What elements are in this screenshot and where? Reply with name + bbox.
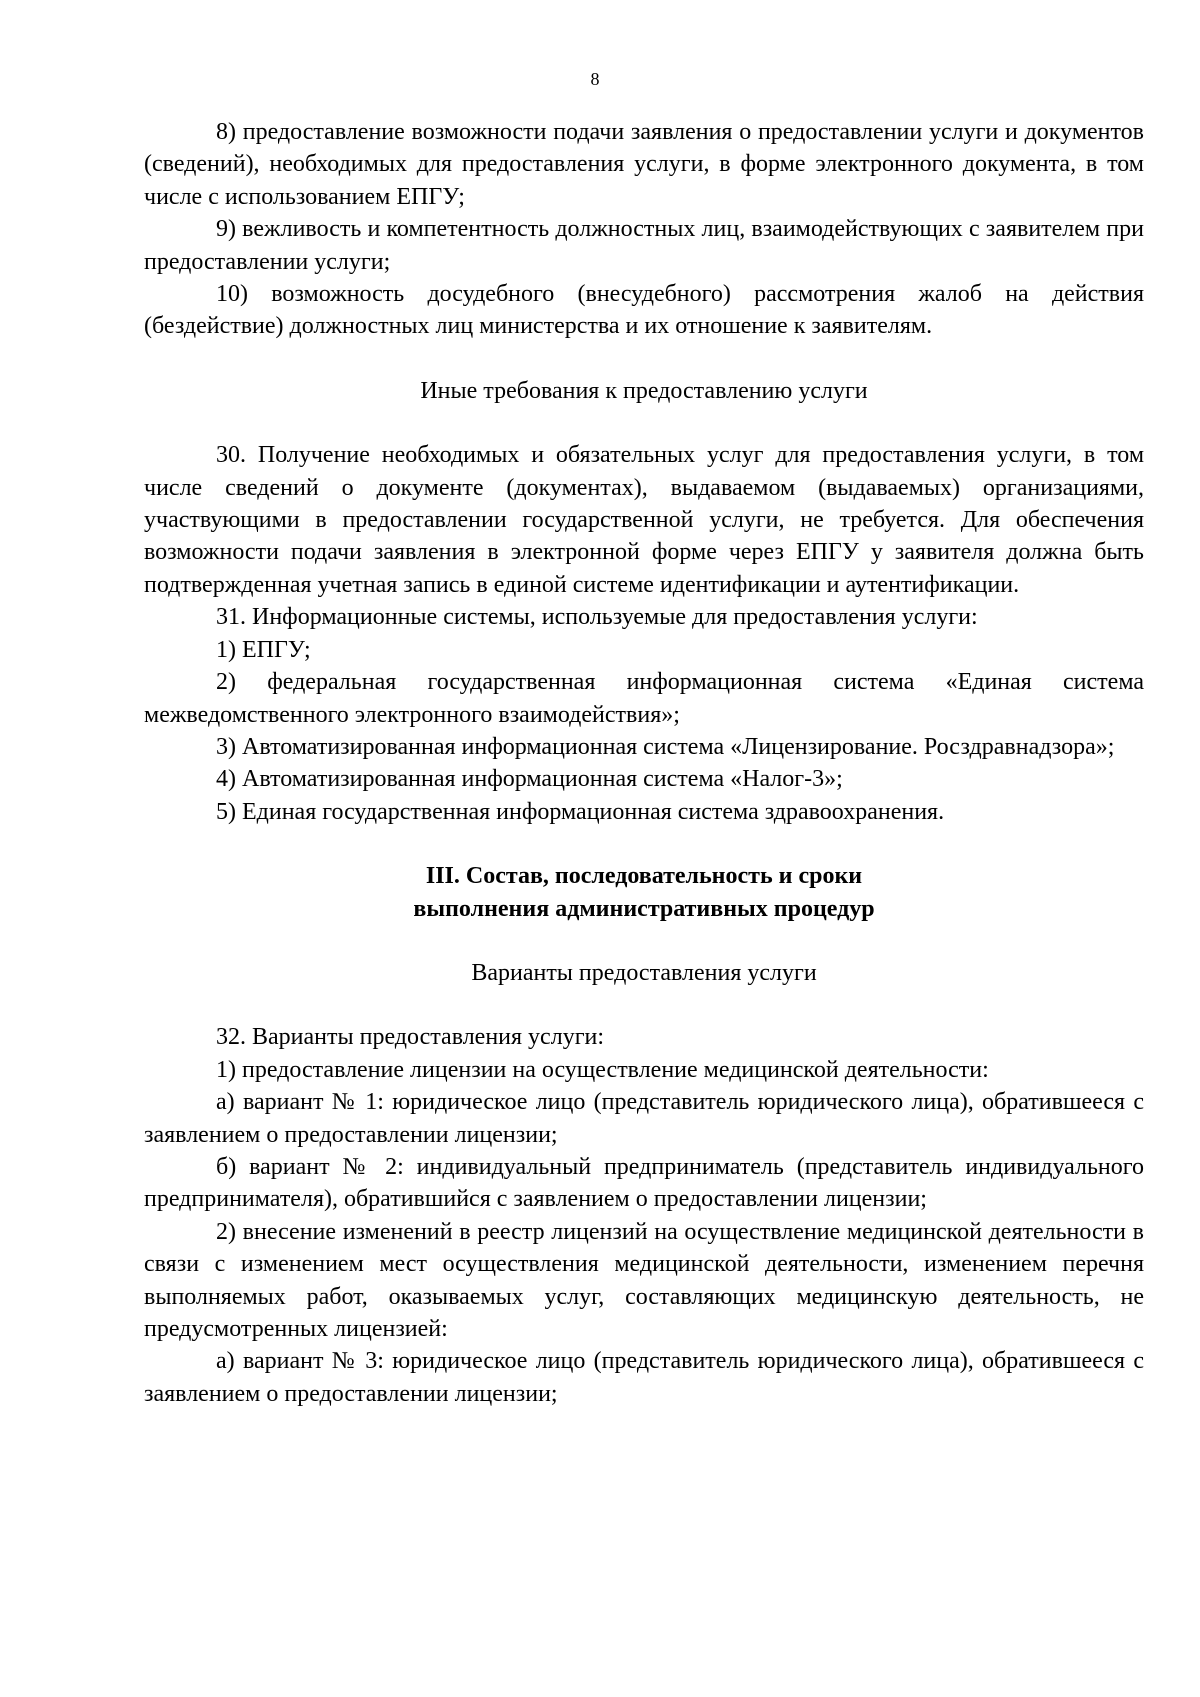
document-body [144,116,1144,1410]
paragraph-31-item-4: 4) Автоматизированная информационная система «Налог-3»; [216,766,843,793]
subheading-other-requirements: Иные требования к предоставлению услуги [420,377,868,404]
subheading-variants: Варианты предоставления услуги [471,959,817,986]
paragraph-30: 30. Получение необходимых и обязательных услуг для предоставления услуги, в том числе сведений о документе (документах), выдаваемом (выдаваемых) организациями, участвующими в предоставлении государственной услуги, не требуется. Для обеспечения возможности подачи заявления в электронной форме через ЕПГУ у заявителя должна быть подтвержденная учетная запись в единой системе идентификации и аутентификации. [144,442,1144,598]
paragraph-item-8: 8) предоставление возможности подачи заявления о предоставлении услуги и документов (сведений), необходимых для предоставления услуги, в форме электронного документа, в том числе с использованием ЕПГУ; [144,119,1144,210]
section-heading-line-1: III. Состав, последовательность и сроки [425,863,863,890]
paragraph-item-10: 10) возможность досудебного (внесудебного) рассмотрения жалоб на действия (бездействие) должностных лиц министерства и их отношение к заявителям. [144,281,1144,340]
paragraph-32: 32. Варианты предоставления услуги: [216,1024,605,1051]
paragraph-32-item-2a: а) вариант № 3: юридическое лицо (представитель юридического лица), обратившееся с заявлением о предоставлении лицензии; [144,1348,1144,1407]
paragraph-32-item-1b: б) вариант № 2: индивидуальный предприниматель (представитель индивидуального предпринимателя), обратившийся с заявлением о предоставлении лицензии; [144,1153,1144,1213]
paragraph-31-item-3: 3) Автоматизированная информационная система «Лицензирование. Росздравнадзора»; [216,733,1115,760]
page-number: 8 [590,69,600,89]
section-heading-line-2: выполнения административных процедур [413,895,875,922]
paragraph-31: 31. Информационные системы, используемые для предоставления услуги: [216,604,978,631]
paragraph-31-item-5: 5) Единая государственная информационная система здравоохранения. [216,798,945,825]
paragraph-31-item-2: 2) федеральная государственная информационная система «Единая система межведомственного электронного взаимодействия»; [144,669,1144,728]
paragraph-32-item-1a: а) вариант № 1: юридическое лицо (представитель юридического лица), обратившееся с заявлением о предоставлении лицензии; [144,1089,1144,1148]
section-heading [144,860,1144,925]
paragraph-32-item-1: 1) предоставление лицензии на осуществление медицинской деятельности: [216,1056,989,1083]
paragraph-32-item-2: 2) внесение изменений в реестр лицензий на осуществление медицинской деятельности в связи с изменением мест осуществления медицинской деятельности, изменением перечня выполняемых работ, оказываемых услуг, составляющих медицинскую деятельность, не предусмотренных лицензией: [144,1218,1144,1342]
paragraph-31-item-1: 1) ЕПГУ; [216,636,311,663]
paragraph-item-9: 9) вежливость и компетентность должностных лиц, взаимодействующих с заявителем при предоставлении услуги; [144,216,1144,275]
